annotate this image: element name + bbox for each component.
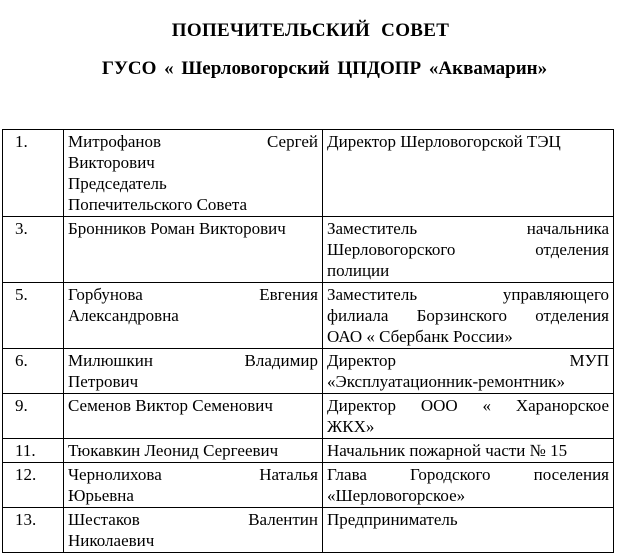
member-name-line: Попечительского Совета	[68, 195, 248, 214]
member-name-line: Николаевич	[68, 531, 155, 550]
member-number: 1.	[3, 130, 64, 217]
member-role-line: «Шерловогорское»	[327, 486, 466, 505]
member-role-cell	[323, 394, 614, 439]
member-number: 9.	[3, 394, 64, 439]
member-name-cell	[64, 508, 323, 553]
member-role-line: Директор ООО « Харанорское	[327, 396, 609, 415]
member-role-line: Начальник пожарной части № 15	[327, 441, 568, 460]
member-role-cell	[323, 463, 614, 508]
member-name-line: Петрович	[68, 372, 139, 391]
member-row	[3, 283, 614, 349]
member-role-line: Глава Городского поселения	[327, 465, 609, 484]
member-role-line: Заместитель управляющего	[327, 285, 609, 304]
member-role-cell	[323, 439, 614, 463]
member-name-line: Александровна	[68, 306, 179, 325]
member-name-line: Семенов Виктор Семенович	[68, 396, 273, 415]
member-role-line: Директор Шерловогорской ТЭЦ	[327, 132, 561, 151]
member-role-cell	[323, 508, 614, 553]
member-name-line: Горбунова Евгения	[68, 285, 318, 304]
member-name-line: Бронников Роман Викторович	[68, 219, 286, 238]
council-members-table	[2, 129, 614, 553]
member-role-line: Предприниматель	[327, 510, 458, 529]
member-number: 6.	[3, 349, 64, 394]
member-name-line: Милюшкин Владимир	[68, 351, 318, 370]
member-number: 3.	[3, 217, 64, 283]
member-number: 13.	[3, 508, 64, 553]
member-name-line: Юрьевна	[68, 486, 134, 505]
member-name-cell	[64, 439, 323, 463]
member-name-line: Председатель	[68, 174, 167, 193]
member-role-line: ЖКХ»	[327, 417, 375, 436]
member-role-line: Шерловогорского отделения	[327, 240, 609, 259]
member-row	[3, 463, 614, 508]
member-role-line: Заместитель начальника	[327, 219, 609, 238]
member-role-cell	[323, 349, 614, 394]
member-row	[3, 439, 614, 463]
member-name-cell	[64, 463, 323, 508]
member-role-line: полиции	[327, 261, 390, 280]
member-role-cell	[323, 283, 614, 349]
member-name-cell	[64, 130, 323, 217]
document-title: ПОПЕЧИТЕЛЬСКИЙ СОВЕТ	[171, 20, 450, 41]
member-role-line: ОАО « Сбербанк России»	[327, 327, 513, 346]
member-name-line: Тюкавкин Леонид Сергеевич	[68, 441, 279, 460]
member-name-line: Шестаков Валентин	[68, 510, 318, 529]
member-name-cell	[64, 217, 323, 283]
member-row	[3, 394, 614, 439]
member-name-cell	[64, 283, 323, 349]
member-role-line: филиала Борзинского отделения	[327, 306, 609, 325]
member-name-cell	[64, 349, 323, 394]
member-name-line: Митрофанов Сергей	[68, 132, 318, 151]
member-name-line: Викторович	[68, 153, 155, 172]
member-row	[3, 508, 614, 553]
member-role-line: «Эксплуатационник-ремонтник»	[327, 372, 565, 391]
member-number: 11.	[3, 439, 64, 463]
member-row	[3, 217, 614, 283]
member-role-line: Директор МУП	[327, 351, 609, 370]
member-number: 5.	[3, 283, 64, 349]
member-role-cell	[323, 130, 614, 217]
member-name-cell	[64, 394, 323, 439]
member-role-cell	[323, 217, 614, 283]
member-row	[3, 349, 614, 394]
member-row	[3, 130, 614, 217]
member-number: 12.	[3, 463, 64, 508]
member-name-line: Чернолихова Наталья	[68, 465, 318, 484]
organization-subtitle: ГУСО « Шерловогорский ЦПДОПР «Аквамарин»	[101, 58, 548, 79]
council-members-table-body	[3, 130, 614, 553]
